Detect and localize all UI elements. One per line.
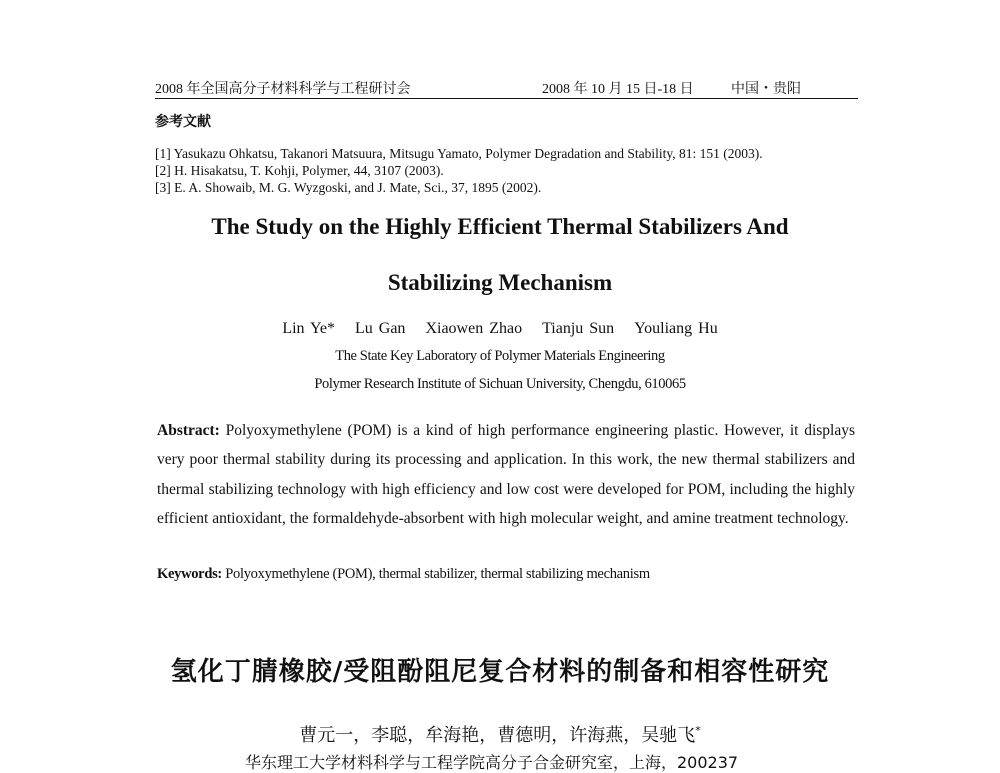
affiliation-lab: The State Key Laboratory of Polymer Materials Engineering: [335, 348, 665, 364]
running-header: [155, 76, 858, 99]
header-dates: 2008 年 10 月 15 日-18 日: [542, 82, 694, 97]
header-location: 中国・贵阳: [731, 82, 801, 97]
author-name: Tianju Sun: [542, 320, 615, 337]
reference-item: [2] H. Hisakatsu, T. Kohji, Polymer, 44, 3107 (2003).: [155, 163, 444, 178]
references-heading: 参考文献: [155, 115, 211, 130]
keywords: [157, 566, 650, 583]
author-list: [0, 320, 1000, 338]
reference-list: [155, 145, 763, 196]
abstract-label: Abstract:: [157, 422, 220, 439]
abstract-text: Polyoxymethylene (POM) is a kind of high performance engineering plastic. However, it displays very poor thermal stability during its processing and application. In this work, the new thermal stabilizers and thermal stabilizing technology with high efficiency and low cost were developed for POM, including the highly efficient antioxidant, the formaldehyde-absorbent with high molecular weight, and amine treatment technology.: [157, 422, 855, 527]
abstract: [157, 416, 855, 533]
reference-item: [1] Yasukazu Ohkatsu, Takanori Matsuura, Mitsugu Yamato, Polymer Degradation and Stability, 81: 151 (2003).: [155, 146, 763, 161]
author-name: Lu Gan: [355, 320, 406, 337]
keywords-text: Polyoxymethylene (POM), thermal stabilizer, thermal stabilizing mechanism: [221, 566, 650, 582]
reference-item: [3] E. A. Showaib, M. G. Wyzgoski, and J. Mate, Sci., 37, 1895 (2002).: [155, 180, 542, 195]
affiliation-institute: Polymer Research Institute of Sichuan University, Chengdu, 610065: [314, 376, 686, 392]
next-paper-authors: [0, 721, 1000, 747]
next-paper-affiliation: 华东理工大学材料科学与工程学院高分子合金研究室，上海，200237: [245, 753, 739, 772]
next-paper-author-names: 曹元一，李聪，牟海艳，曹德明，许海燕，吴驰飞: [299, 725, 696, 746]
next-paper-title: 氢化丁腈橡胶/受阻酚阻尼复合材料的制备和相容性研究: [170, 657, 830, 687]
keywords-label: Keywords:: [157, 566, 222, 582]
header-conference: 2008 年全国高分子材料科学与工程研讨会: [155, 82, 411, 97]
author-name: Xiaowen Zhao: [425, 320, 523, 337]
author-name: Youliang Hu: [634, 320, 718, 337]
paper-title-line-1: The Study on the Highly Efficient Thermal Stabilizers And: [211, 214, 789, 239]
corresponding-author-mark: *: [695, 724, 701, 737]
paper-title-line-2: Stabilizing Mechanism: [387, 270, 613, 295]
author-name: Lin Ye*: [282, 320, 335, 337]
